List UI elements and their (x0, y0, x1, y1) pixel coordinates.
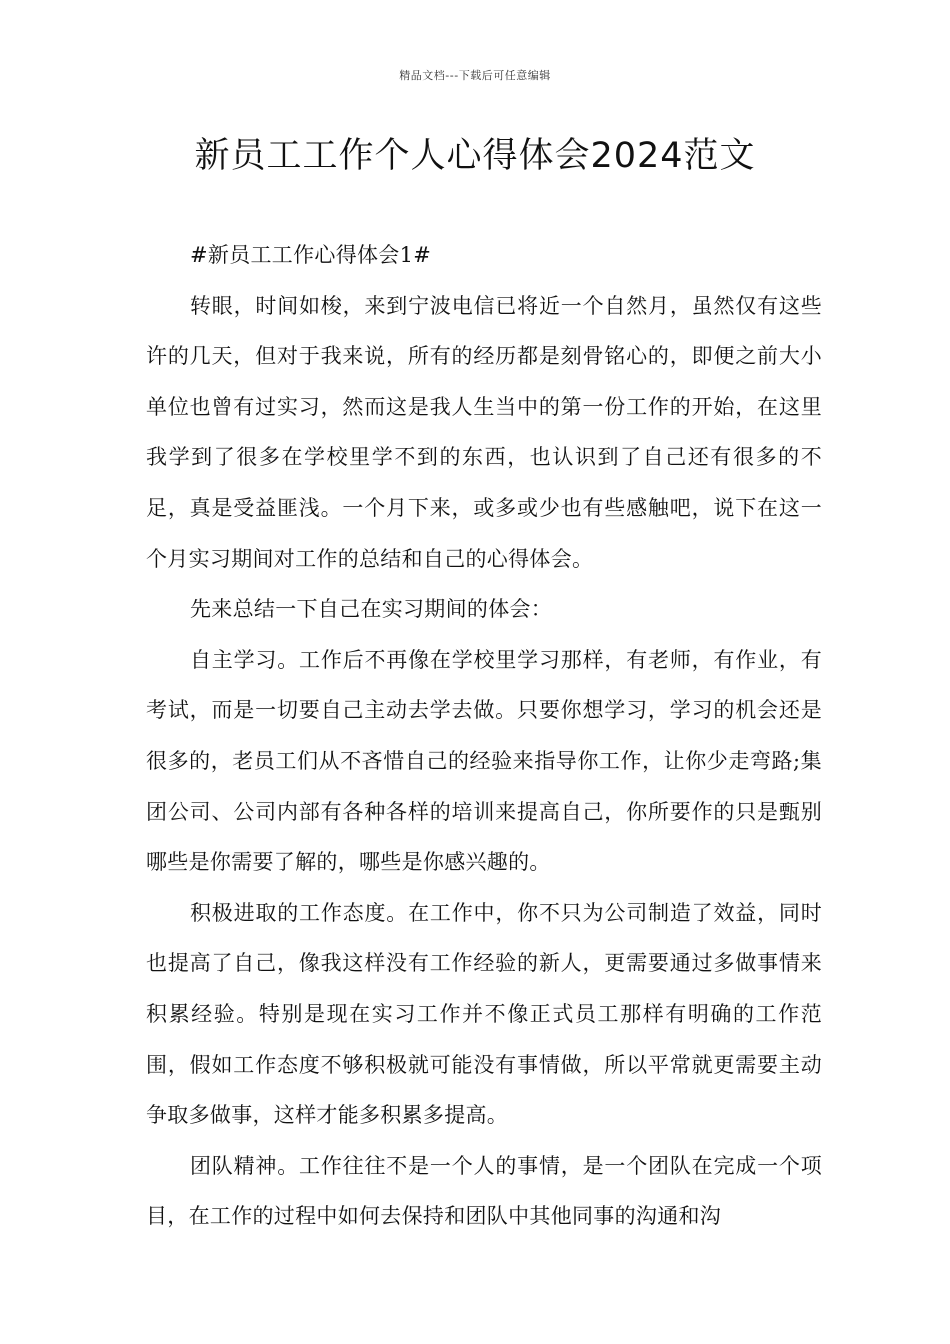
document-title: 新员工工作个人心得体会2024范文 (194, 136, 756, 176)
paragraph: 转眼，时间如梭，来到宁波电信已将近一个自然月，虽然仅有这些许的几天，但对于我来说，所有的经历都是刻骨铭心的，即便之前大小单位也曾有过实习，然而这是我人生当中的第一份工作的开始，在这里我学到了很多在学校里学不到的东西，也认识到了自己还有很多的不足，真是受益匪浅。一个月下来，或多或少也有些感触吧，说下在这一个月实习期间对工作的总结和自己的心得体会。 (146, 293, 822, 571)
paragraph: 团队精神。工作往往不是一个人的事情，是一个团队在完成一个项目，在工作的过程中如何去保持和团队中其他同事的沟通和沟 (146, 1153, 822, 1229)
document-body (146, 230, 822, 1242)
paragraph: 积极进取的工作态度。在工作中，你不只为公司制造了效益，同时也提高了自己，像我这样没有工作经验的新人，更需要通过多做事情来积累经验。特别是现在实习工作并不像正式员工那样有明确的工作范围，假如工作态度不够积极就可能没有事情做，所以平常就更需要主动争取多做事，这样才能多积累多提高。 (146, 900, 822, 1128)
paragraph: 自主学习。工作后不再像在学校里学习那样，有老师，有作业，有考试，而是一切要自己主动去学去做。只要你想学习，学习的机会还是很多的，老员工们从不吝惜自己的经验来指导你工作，让你少走弯路;集团公司、公司内部有各种各样的培训来提高自己，你所要作的只是甄别哪些是你需要了解的，哪些是你感兴趣的。 (146, 647, 822, 875)
header-note: 精品文档---下载后可任意编辑 (399, 69, 551, 82)
paragraph: 先来总结一下自己在实习期间的体会： (190, 597, 553, 622)
section-heading: #新员工工作心得体会1# (190, 243, 432, 267)
